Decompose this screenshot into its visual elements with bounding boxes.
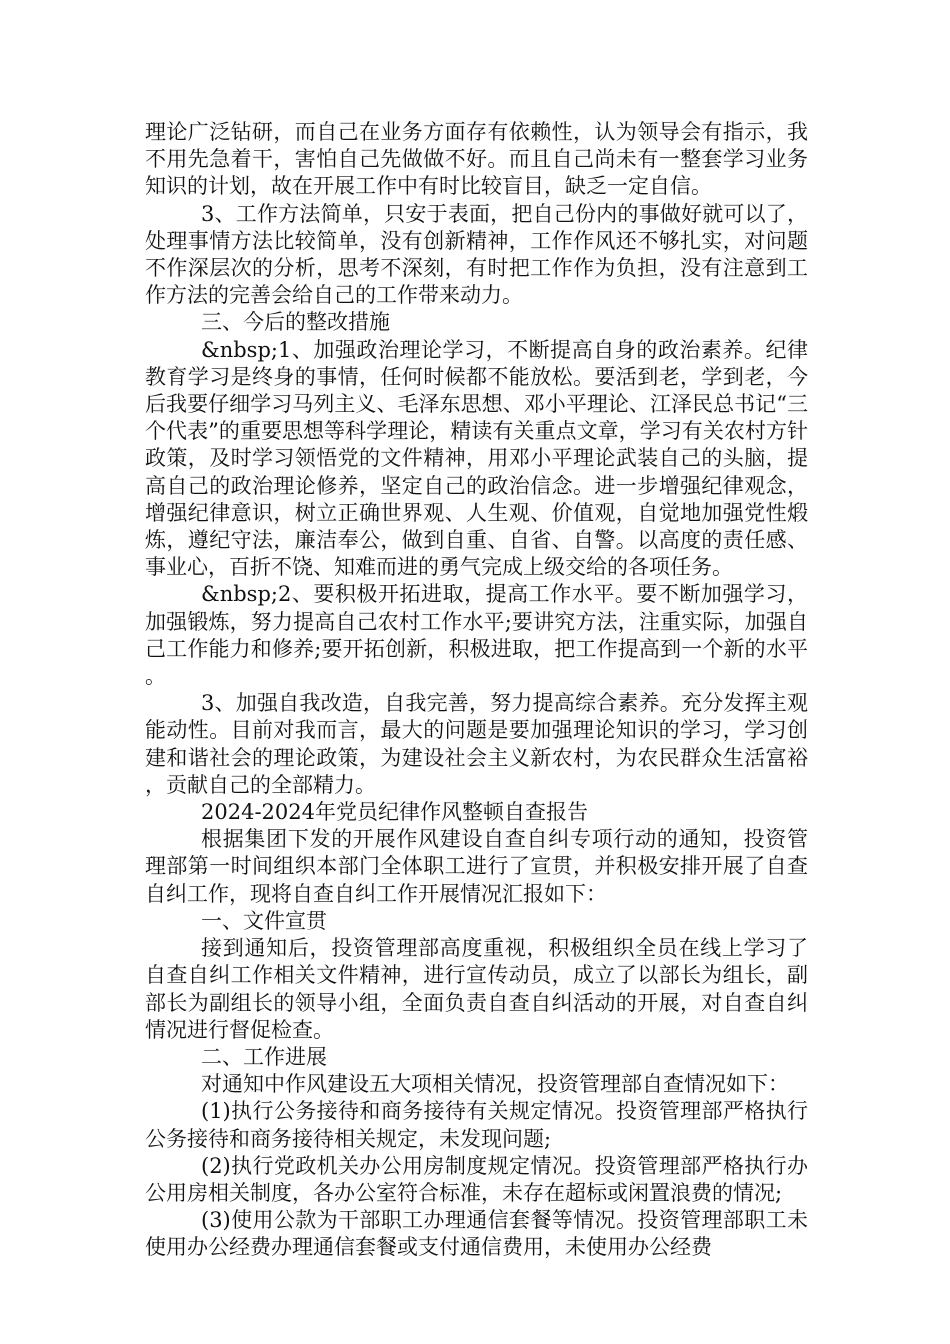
paragraph-item-3: (3)使用公款为干部职工办理通信套餐等情况。投资管理部职工未使用办公经费办理通信套餐或支付通信费用，未使用办公经费: [145, 1208, 808, 1260]
section-heading-rectification: 三、今后的整改措施: [201, 310, 390, 335]
paragraph-continuation: 理论广泛钻研，而自己在业务方面存有依赖性，认为领导会有指示，我不用先急着干，害怕自己先做做不好。而且自己尚未有一整套学习业务知识的计划，故在开展工作中有时比较盲目，缺乏一定自信。: [145, 120, 808, 199]
paragraph-measure-2: &nbsp;2、要积极开拓进取，提高工作水平。要不断加强学习，加强锻炼，努力提高自己农村工作水平;要讲究方法，注重实际，加强自己工作能力和修养;要开拓创新，积极进取，把工作提高到一个新的水平。: [145, 582, 808, 689]
paragraph-work-method: 3、工作方法简单，只安于表面，把自己份内的事做好就可以了，处理事情方法比较简单，没有创新精神，工作作风还不够扎实，对问题不作深层次的分析，思考不深刻，有时把工作作为负担，没有注意到工作方法的完善会给自己的工作带来动力。: [145, 201, 808, 308]
paragraph-measure-1: &nbsp;1、加强政治理论学习，不断提高自身的政治素养。纪律教育学习是终身的事情，任何时候都不能放松。要活到老，学到老，今后我要仔细学习马列主义、毛泽东思想、邓小平理论、江泽民总书记“三个代表”的重要思想等科学理论，精读有关重点文章，学习有关农村方针政策，及时学习领悟党的文件精神，用邓小平理论武装自己的头脑，提高自己的政治理论修养，坚定自己的政治信念。进一步增强纪律观念，增强纪律意识，树立正确世界观、人生观、价值观，自觉地加强党性煅炼，遵纪守法，廉洁奉公，做到自重、自省、自警。以高度的责任感、事业心，百折不饶、知难而进的勇气完成上级交给的各项任务。: [145, 337, 808, 580]
paragraph-report-intro: 根据集团下发的开展作风建设自查自纠专项行动的通知，投资管理部第一时间组织本部门全体职工进行了宣贯，并积极安排开展了自查自纠工作，现将自查自纠工作开展情况汇报如下：: [145, 827, 808, 906]
paragraph-measure-3: 3、加强自我改造，自我完善，努力提高综合素养。充分发挥主观能动性。目前对我而言，最大的问题是要加强理论知识的学习，学习创建和谐社会的理论政策，为建设社会主义新农村，为农民群众生活富裕，贡献自己的全部精力。: [145, 691, 808, 797]
section-heading-document-promotion: 一、文件宣贯: [201, 908, 327, 933]
paragraph-document-promotion: 接到通知后，投资管理部高度重视，积极组织全员在线上学习了自查自纠工作相关文件精神，进行宣传动员，成立了以部长为组长，副部长为副组长的领导小组，全面负责自查自纠活动的开展，对自查自纠情况进行督促检查。: [145, 936, 808, 1042]
document-page: [145, 119, 808, 1262]
paragraph-progress-intro: 对通知中作风建设五大项相关情况，投资管理部自查情况如下：: [201, 1072, 789, 1097]
section-heading-work-progress: 二、工作进展: [201, 1044, 327, 1069]
paragraph-item-2: (2)执行党政机关办公用房制度规定情况。投资管理部严格执行办公用房相关制度，各办公室符合标准，未存在超标或闲置浪费的情况;: [145, 1153, 808, 1205]
report-title: 2024-2024年党员纪律作风整顿自查报告: [201, 800, 588, 825]
paragraph-item-1: (1)执行公务接待和商务接待有关规定情况。投资管理部严格执行公务接待和商务接待相关规定，未发现问题;: [145, 1099, 808, 1151]
